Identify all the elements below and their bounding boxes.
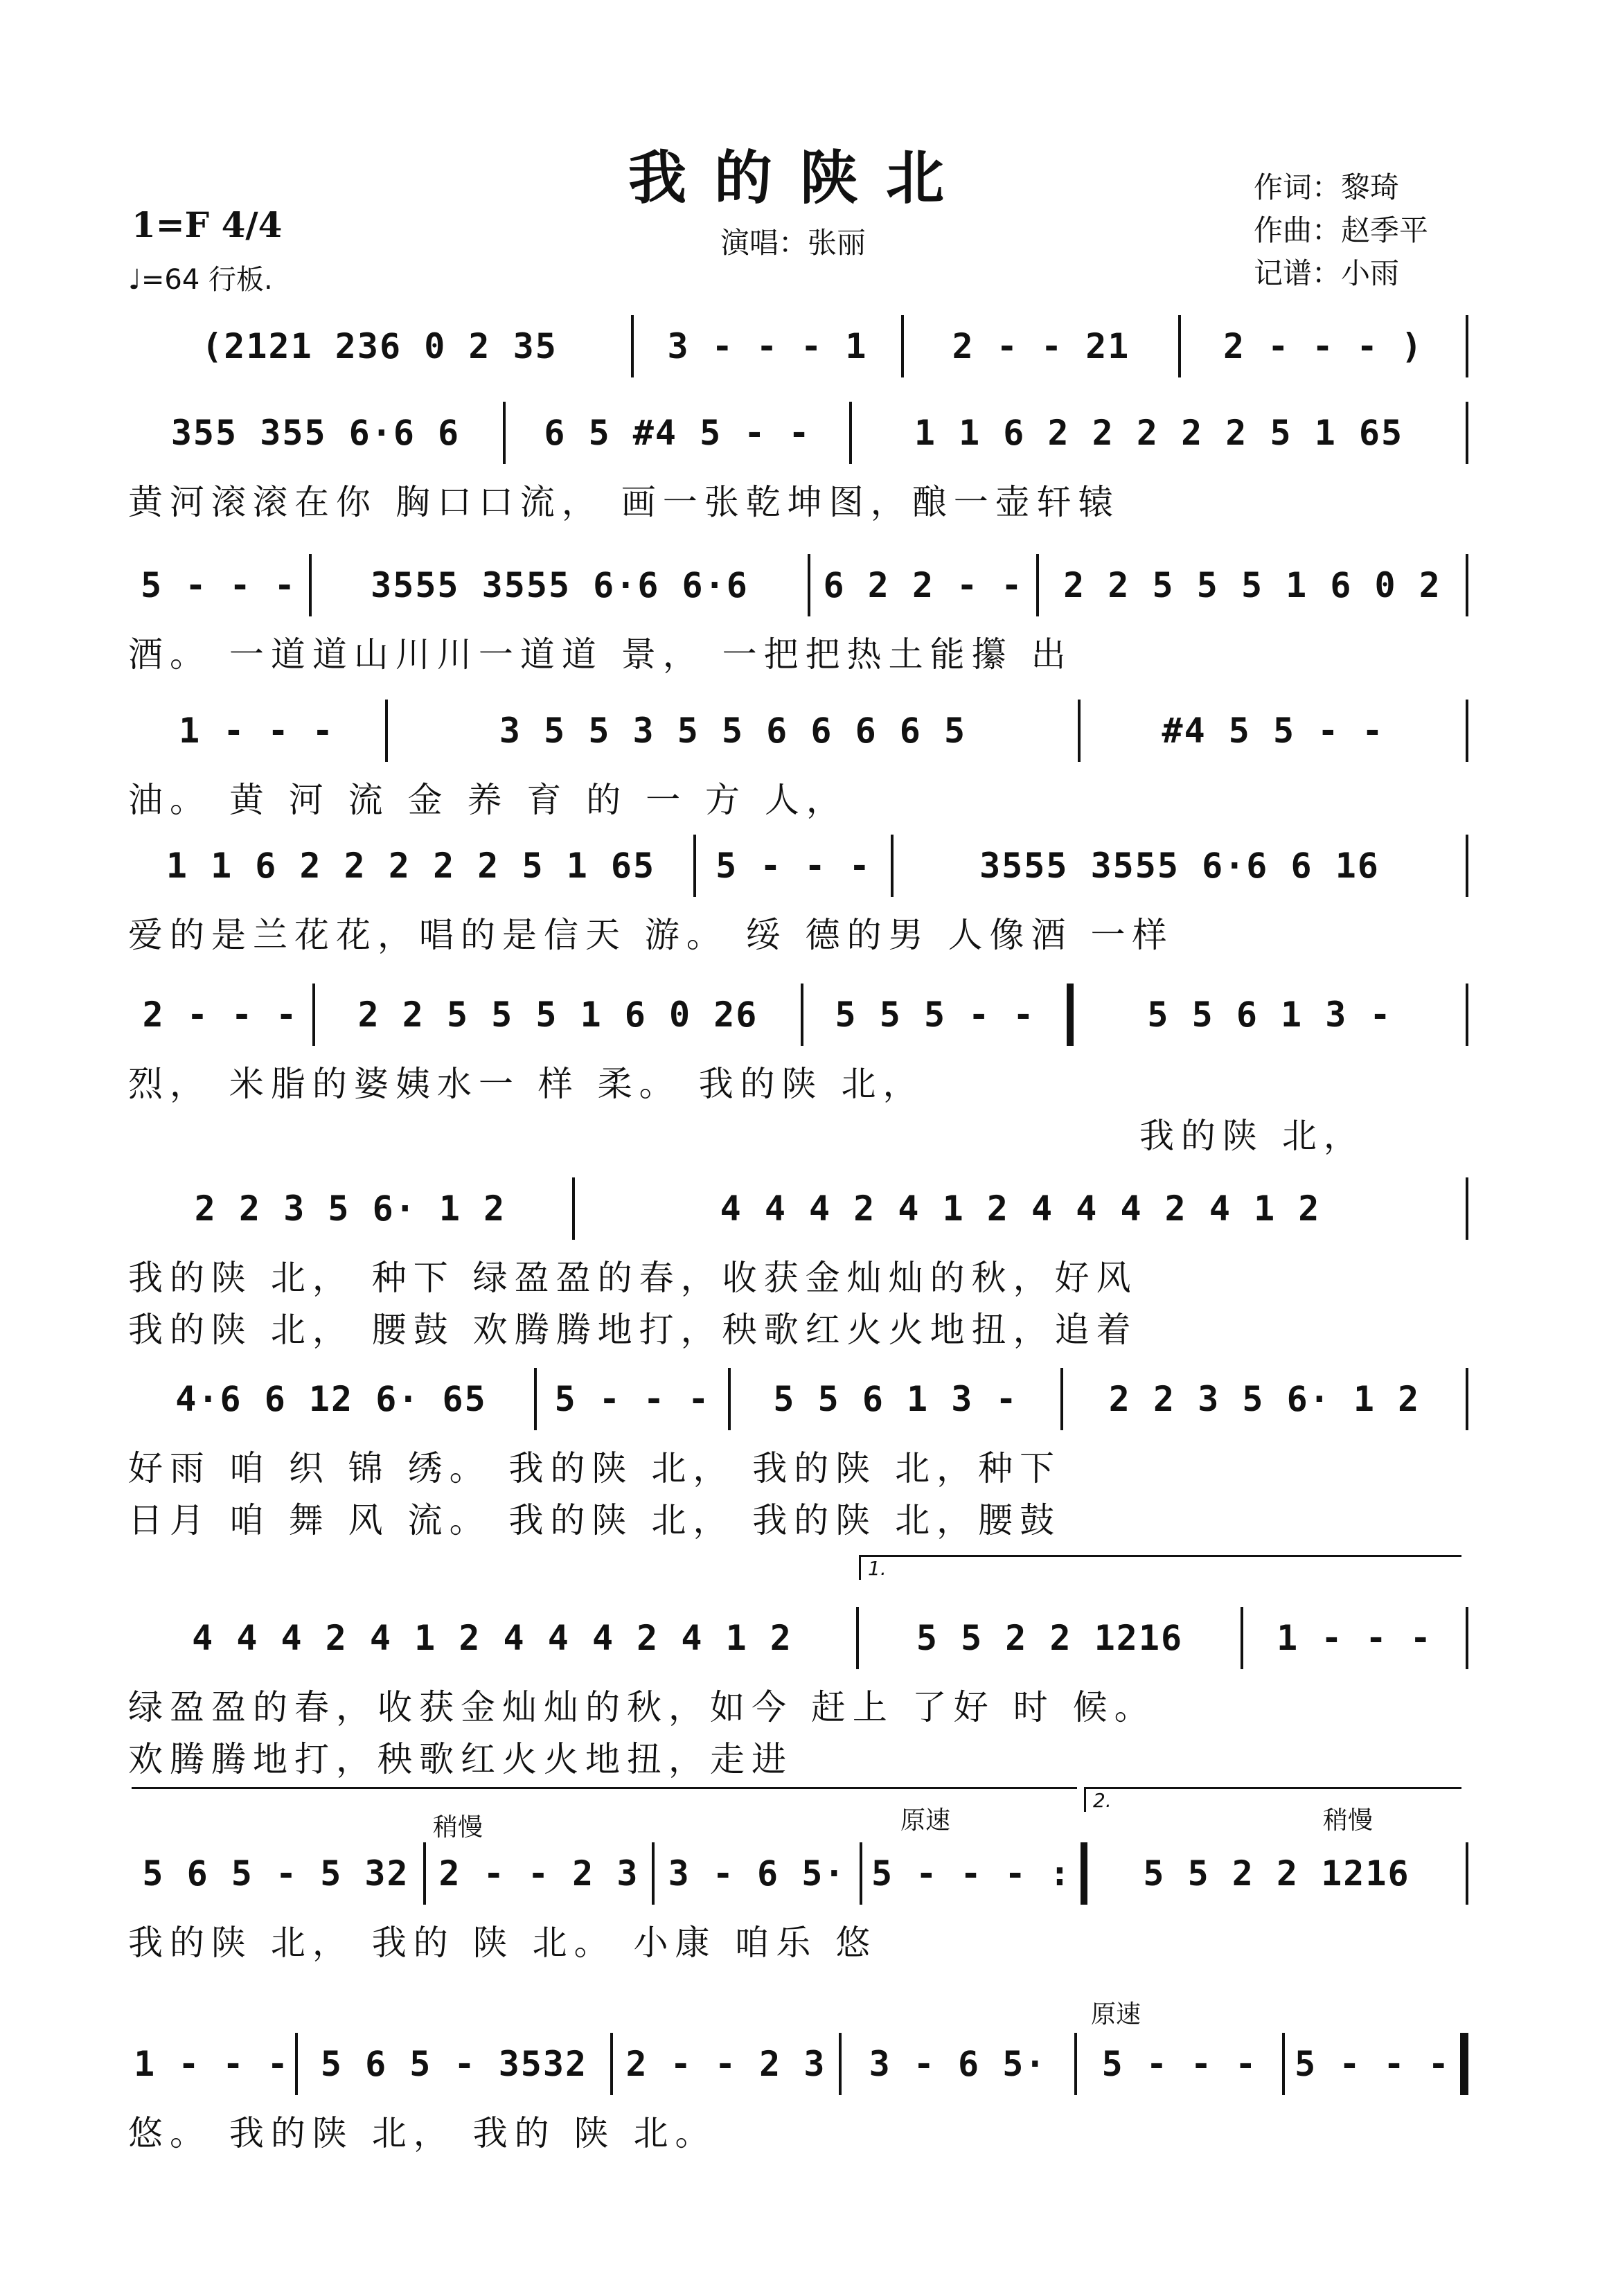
lyricist-credit: 作词：黎琦 [1254, 170, 1400, 204]
measure: 1 - - - [1243, 1607, 1468, 1669]
measure: 2 - - 2 3 [426, 1842, 655, 1905]
volta-bracket-1: 1. [859, 1555, 1461, 1580]
measure: 5 5 2 2 1216 [1087, 1842, 1468, 1905]
key-signature: 1=F 4/4 [132, 204, 283, 245]
measure: 2 - - - [128, 984, 315, 1046]
measure: 4 4 4 2 4 1 2 4 4 4 2 4 1 2 [575, 1177, 1468, 1240]
measure: 5 6 5 - 3532 [298, 2033, 613, 2095]
measure: 2 - - 21 [904, 315, 1181, 377]
lyric-line: 我的陕 北， [1139, 1116, 1365, 1156]
lyric-line: 悠。 我的陕 北， 我的 陕 北。 [128, 2113, 717, 2153]
measure: 3 5 5 3 5 5 6 6 6 6 5 [388, 700, 1081, 762]
measure: 5 - - - [128, 554, 312, 616]
measure: 1 - - - [128, 2033, 298, 2095]
measure: #4 5 5 - - [1081, 700, 1468, 762]
lyric-line: 我的陕 北， 种下 绿盈盈的春，收获金灿灿的秋，好风 [128, 1258, 1138, 1298]
measure: 4·6 6 12 6· 65 [128, 1368, 537, 1430]
measure: 5 - - - [696, 835, 894, 897]
measure: 1 - - - [128, 700, 388, 762]
transcriber-credit: 记谱：小雨 [1254, 256, 1400, 290]
system-1 [128, 315, 1468, 384]
measure: 3 - - - 1 [634, 315, 904, 377]
system-3 [128, 554, 1468, 686]
lyric-line: 日月 咱 舞 风 流。 我的陕 北， 我的陕 北，腰鼓 [128, 1500, 1062, 1540]
measure: (2121 236 0 2 35 [128, 315, 634, 377]
lyric-line: 绿盈盈的春，收获金灿灿的秋，如今 赶上 了好 时 候。 [128, 1687, 1156, 1727]
song-title: 我的陕北 [628, 143, 972, 212]
tempo-direction: 稍慢 [1323, 1806, 1374, 1835]
measure: 5 - - - [1077, 2033, 1285, 2095]
system-5 [128, 835, 1468, 966]
volta-bracket-2: 2. [1084, 1787, 1461, 1812]
measure: 1 1 6 2 2 2 2 2 5 1 65 [852, 402, 1468, 464]
system-7 [128, 1177, 1468, 1358]
lyric-line: 爱的是兰花花，唱的是信天 游。 绥 德的男 人像酒 一样 [128, 915, 1174, 955]
measure: 2 2 5 5 5 1 6 0 2 [1039, 554, 1468, 616]
measure: 355 355 6·6 6 [128, 402, 506, 464]
tempo-direction: 原速 [1091, 2000, 1141, 2029]
lyric-line: 烈， 米脂的婆姨水一 样 柔。 我的陕 北， [128, 1064, 925, 1104]
measure: 2 2 5 5 5 1 6 0 26 [315, 984, 803, 1046]
measure: 5 5 6 1 3 - [731, 1368, 1063, 1430]
measure: 3 - 6 5· [842, 2033, 1077, 2095]
lyric-line: 我的陕 北， 腰鼓 欢腾腾地打，秧歌红火火地扭，追着 [128, 1310, 1138, 1350]
measure: 3555 3555 6·6 6·6 [312, 554, 810, 616]
system-8 [128, 1368, 1468, 1548]
measure: 2 2 3 5 6· 1 2 [1063, 1368, 1468, 1430]
system-10 [128, 1842, 1468, 1967]
lyric-line: 欢腾腾地打，秧歌红火火地扭，走进 [128, 1739, 793, 1779]
measure: 5 - - - [537, 1368, 731, 1430]
lyric-line: 油。 黄 河 流 金 养 育 的 一 方 人， [128, 780, 848, 820]
singer-credit: 演唱：张丽 [720, 226, 866, 260]
system-4 [128, 700, 1468, 831]
system-9 [128, 1607, 1468, 1779]
system-11 [128, 2033, 1468, 2157]
measure: 5 5 5 - - [803, 984, 1074, 1046]
measure: 5 5 2 2 1216 [859, 1607, 1243, 1669]
measure: 5 - - - : [862, 1842, 1087, 1905]
tempo-direction: 原速 [900, 1806, 951, 1835]
lyric-line: 黄河滚滚在你 胸口口流， 画一张乾坤图，酿一壶轩辕 [128, 482, 1120, 522]
tempo-direction: 稍慢 [433, 1813, 483, 1842]
measure: 2 - - 2 3 [613, 2033, 842, 2095]
measure: 3 - 6 5· [655, 1842, 862, 1905]
measure: 6 5 #4 5 - - [506, 402, 852, 464]
system-6 [128, 984, 1468, 1164]
measure: 5 - - - [1285, 2033, 1468, 2095]
volta-line [132, 1787, 1077, 1789]
measure: 3555 3555 6·6 6 16 [894, 835, 1468, 897]
measure: 5 5 6 1 3 - [1074, 984, 1468, 1046]
lyric-line: 酒。 一道道山川川一道道 景， 一把把热土能攥 出 [128, 634, 1073, 675]
lyric-line: 好雨 咱 织 锦 绣。 我的陕 北， 我的陕 北，种下 [128, 1448, 1062, 1488]
composer-credit: 作曲：赵季平 [1254, 213, 1429, 247]
measure: 6 2 2 - - [810, 554, 1039, 616]
measure: 5 6 5 - 5 32 [128, 1842, 426, 1905]
measure: 2 2 3 5 6· 1 2 [128, 1177, 575, 1240]
measure: 4 4 4 2 4 1 2 4 4 4 2 4 1 2 [128, 1607, 859, 1669]
system-2 [128, 402, 1468, 533]
measure: 2 - - - ) [1181, 315, 1468, 377]
measure: 1 1 6 2 2 2 2 2 5 1 65 [128, 835, 696, 897]
lyric-line: 我的陕 北， 我的 陕 北。 小康 咱乐 悠 [128, 1923, 878, 1963]
tempo-marking: ♩=64 行板. [128, 264, 273, 296]
